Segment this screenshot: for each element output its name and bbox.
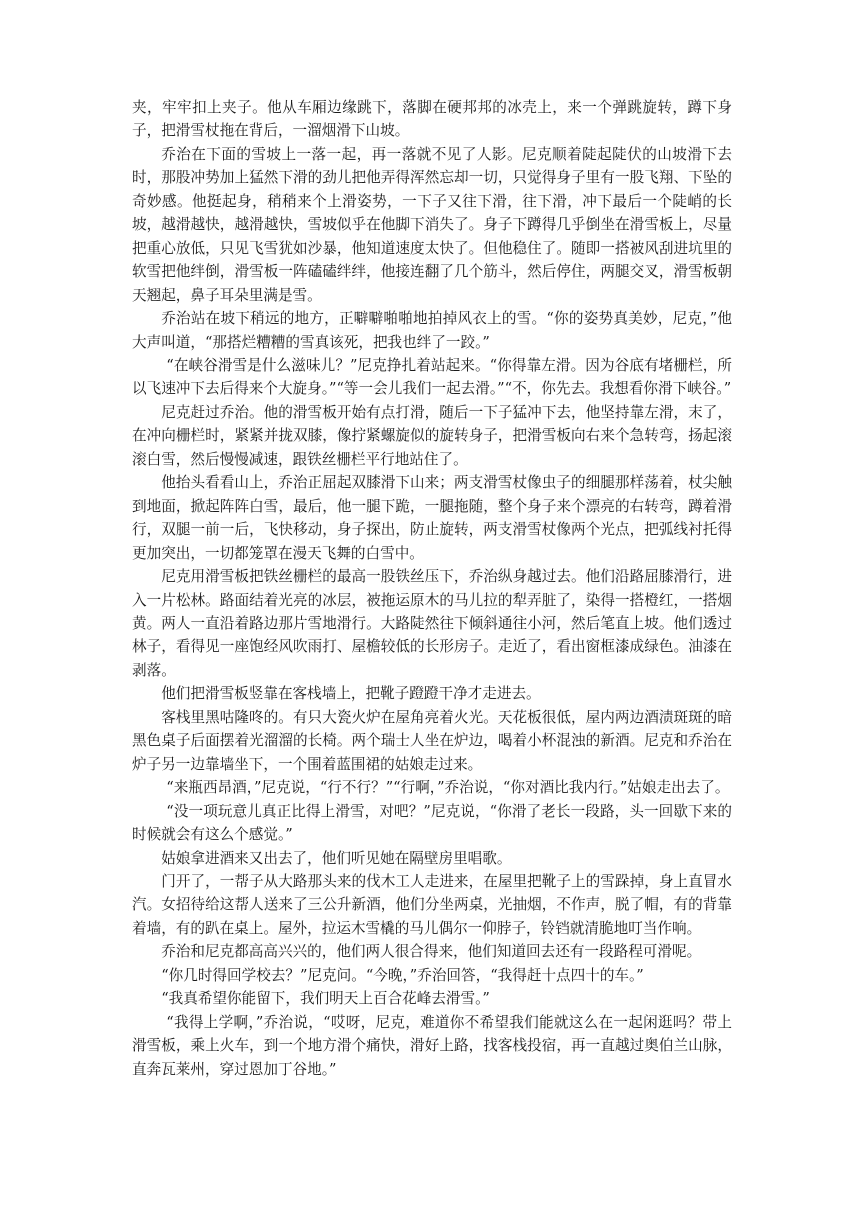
paragraph: 尼克用滑雪板把铁丝栅栏的最高一股铁丝压下，乔治纵身越过去。他们沿路屈膝滑行，进入一片松林。路面结着光亮的冰层，被拖运原木的马儿拉的犁弄脏了，染得一搭橙红，一搭烟黄。两人一直沿着路边那片雪地滑行。大路陡然往下倾斜通往小河，然后笔直上坡。他们透过林子，看得见一座饱经风吹雨打、屋檐较低的长形房子。走近了，看出窗框漆成绿色。油漆在剥落。 [132, 568, 732, 679]
paragraph: “在峡谷滑雪是什么滋味儿？”尼克挣扎着站起来。“你得靠左滑。因为谷底有堵栅栏，所以飞速冲下去后得来个大旋身。”“等一会儿我们一起去滑。”“不，你先去。我想看你滑下峡谷。” [132, 356, 732, 398]
paragraph: 他抬头看看山上，乔治正屈起双膝滑下山来；两支滑雪杖像虫子的细腿那样荡着，杖尖触到地面，掀起阵阵白雪，最后，他一腿下跪，一腿拖随，整个身子来个漂亮的右转弯，蹲着滑行，双腿一前一后，飞快移动，身子探出，防止旋转，两支滑雪杖像两个光点，把弧线衬托得更加突出，一切都笼罩在漫天飞舞的白雪中。 [132, 474, 732, 562]
paragraph: 尼克赶过乔治。他的滑雪板开始有点打滑，随后一下子猛冲下去，他坚持靠左滑，末了，在冲向栅栏时，紧紧并拢双膝，像拧紧螺旋似的旋转身子，把滑雪板向右来个急转弯，扬起滚滚白雪，然后慢慢减速，跟铁丝栅栏平行地站住了。 [132, 403, 732, 468]
paragraph: “我得上学啊，”乔治说，“哎呀，尼克，难道你不希望我们能就这么在一起闲逛吗？带上滑雪板，乘上火车，到一个地方滑个痛快，滑好上路，找客栈投宿，再一直越过奥伯兰山脉，直奔瓦莱州，穿过恩加丁谷地。” [132, 1013, 732, 1078]
paragraph: 客栈里黑咕隆咚的。有只大瓷火炉在屋角亮着火光。天花板很低，屋内两边酒渍斑斑的暗黑色桌子后面摆着光溜溜的长椅。两个瑞士人坐在炉边，喝着小杯混浊的新酒。尼克和乔治在炉子另一边靠墙坐下，一个围着蓝围裙的姑娘走过来。 [132, 708, 732, 773]
paragraph: 乔治和尼克都高高兴兴的，他们两人很合得来，他们知道回去还有一段路程可滑呢。 [161, 943, 702, 961]
paragraph: 夹，牢牢扣上夹子。他从车厢边缘跳下，落脚在硬邦邦的冰壳上，来一个弹跳旋转，蹲下身子，把滑雪杖拖在背后，一溜烟滑下山坡。 [132, 99, 732, 140]
paragraph: 姑娘拿进酒来又出去了，他们听见她在隔壁房里唱歌。 [161, 849, 512, 867]
paragraph: “来瓶西昂酒，”尼克说，“行不行？”“行啊，”乔治说，“你对酒比我内行。”姑娘走出去了。 [166, 779, 730, 797]
paragraph: 乔治在下面的雪坡上一落一起，再一落就不见了人影。尼克顺着陡起陡伏的山坡滑下去时，那股冲势加上猛然下滑的劲儿把他弄得浑然忘却一切，只觉得身子里有一股飞翔、下坠的奇妙感。他挺起身，稍稍来个上滑姿势，一下子又往下滑，往下滑，冲下最后一个陡峭的长坡，越滑越快，越滑越快，雪坡似乎在他脚下消失了。身子下蹲得几乎倒坐在滑雪板上，尽量把重心放低，只见飞雪犹如沙暴，他知道速度太快了。但他稳住了。随即一搭被风刮进坑里的软雪把他绊倒，滑雪板一阵磕磕绊绊，他接连翻了几个筋斗，然后停住，两腿交叉，滑雪板朝天翘起，鼻子耳朵里满是雪。 [132, 145, 732, 304]
paragraph: 门开了，一帮子从大路那头来的伐木工人走进来，在屋里把靴子上的雪跺掉，身上直冒水汽。女招待给这帮人送来了三公升新酒，他们分坐两桌，光抽烟，不作声，脱了帽，有的背靠着墙，有的趴在桌上。屋外，拉运木雪橇的马儿偶尔一仰脖子，铃铛就清脆地叮当作响。 [132, 872, 732, 937]
paragraph: “我真希望你能留下，我们明天上百合花峰去滑雪。” [161, 990, 490, 1008]
paragraph: 他们把滑雪板竖靠在客栈墙上，把靴子蹬蹬干净才走进去。 [161, 685, 541, 703]
paragraph: “没一项玩意儿真正比得上滑雪，对吧？”尼克说，“你滑了老长一段路，头一回歇下来的时候就会有这么个感觉。” [132, 802, 732, 844]
paragraph: 乔治站在坡下稍远的地方，正噼噼啪啪地拍掉风衣上的雪。“你的姿势真美妙，尼克，”他大声叫道，“那搭烂糟糟的雪真该死，把我也绊了一跤。” [132, 310, 732, 351]
document-page [132, 96, 732, 1081]
paragraph: “你几时得回学校去？”尼克问。“今晚，”乔治回答，“我得赶十点四十的车。” [161, 966, 644, 984]
